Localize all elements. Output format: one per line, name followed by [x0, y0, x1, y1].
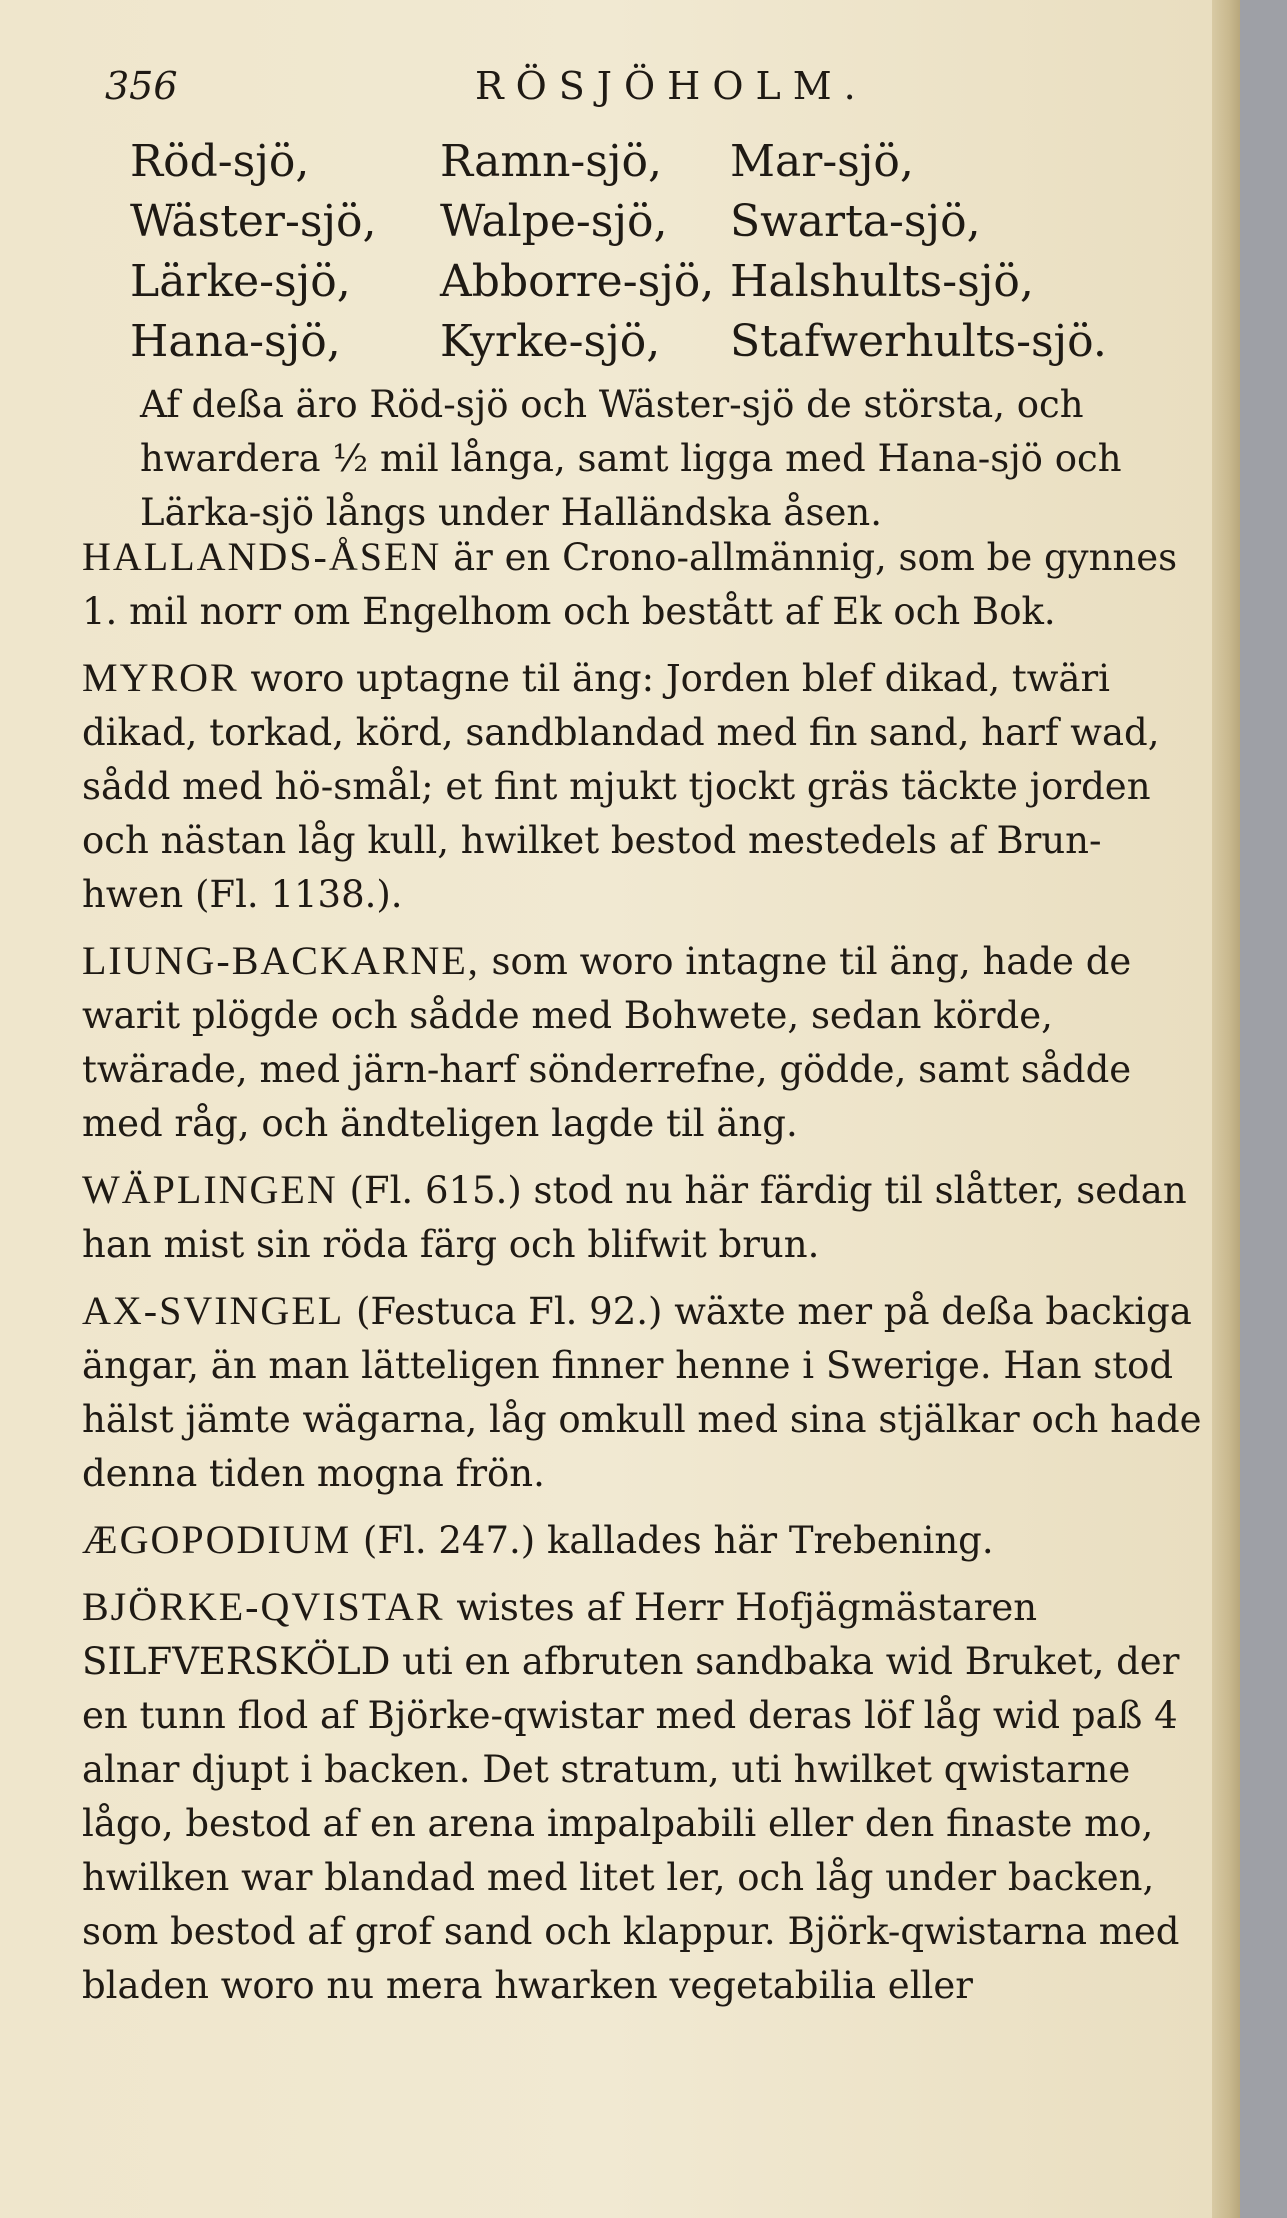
entry-head: MYROR [82, 655, 239, 700]
entry-waplingen [82, 1163, 1202, 1272]
lake-name: Walpe-sjö, [440, 196, 668, 247]
lake-name: Mar-sjö, [730, 136, 914, 187]
intro-paragraph: Af deßa äro Röd-sjö och Wäster-sjö de största, och hwardera ½ mil långa, samt ligga med Hana-sjö och Lärka-sjö långs under Halländska åsen. [140, 383, 1122, 534]
entry-head: LIUNG-BACKARNE, [82, 938, 480, 983]
lake-name: Lärke-sjö, [130, 256, 351, 307]
lake-row [130, 252, 1190, 312]
entry-text: (Fl. 615.) stod nu här färdig til slåtter, sedan han mist sin röda färg och blifwit brun. [82, 1169, 1187, 1266]
lake-name: Stafwerhults-sjö. [730, 316, 1107, 367]
lake-row [130, 312, 1190, 372]
entry-head: ÆGOPODIUM [82, 1517, 352, 1562]
lake-row [130, 132, 1190, 192]
page-number: 356 [105, 64, 178, 108]
entry-text: (Fl. 247.) kallades här Trebening. [351, 1519, 994, 1562]
entry-bjorke-qvistar [82, 1580, 1202, 2013]
lake-name: Kyrke-sjö, [440, 316, 661, 367]
entry-myror [82, 651, 1202, 922]
lake-name: Wäster-sjö, [130, 196, 377, 247]
lake-row [130, 192, 1190, 252]
entry-text: som woro intagne til äng, hade de warit plögde och sådde med Bohwete, sedan körde, twärade, med järn-harf sönderrefne, gödde, samt sådde med råg, och ändteligen lagde til äng. [82, 940, 1132, 1145]
lake-name: Hana-sjö, [130, 316, 341, 367]
entry-ax-svingel [82, 1284, 1202, 1501]
page-header [105, 64, 1185, 114]
entry-aegopodium [82, 1513, 1202, 1568]
entries [82, 530, 1202, 2025]
entry-head: AX-SVINGEL [82, 1288, 345, 1333]
lake-name: Ramn-sjö, [440, 136, 662, 187]
entry-head: WÄPLINGEN [82, 1167, 338, 1212]
entry-text: (Festuca Fl. 92.) wäxte mer på deßa backiga ängar, än man lätteligen finner henne i Swerige. Han stod hälst jämte wägarna, låg omkull med sina stjälkar och hade denna tiden mogna frön. [82, 1290, 1202, 1495]
entry-head: BJÖRKE-QVISTAR [82, 1584, 445, 1629]
entry-liung-backarne [82, 934, 1202, 1151]
entry-text: woro uptagne til äng: Jorden blef dikad, twäri dikad, torkad, körd, sandblandad med fin sand, harf wad, sådd med hö-smål; et fint mjukt tjockt gräs täckte jorden och nästan låg kull, hwilket bestod mestedels af Brun-hwen (Fl. 1138.). [82, 657, 1160, 916]
entry-text: är en Crono-allmännig, som be gynnes 1. mil norr om Engelhom och bestått af Ek och Bok. [82, 536, 1178, 633]
lake-name: Halshults-sjö, [730, 256, 1034, 307]
entry-text: wistes af Herr Hofjägmästaren SILFVERSKÖLD uti en afbruten sandbaka wid Bruket, der en tunn flod af Björke-qwistar med deras löf låg wid paß 4 alnar djupt i backen. Det stratum, uti hwilket qwistarne lågo, bestod af en arena impalpabili eller den finaste mo, hwilken war blandad med litet ler, och låg under backen, som bestod af grof sand och klappur. Björk-qwistarna med bladen woro nu mera hwarken vegetabilia eller [82, 1586, 1180, 2007]
entry-head: HALLANDS-ÅSEN [82, 534, 442, 579]
lake-name: Röd-sjö, [130, 136, 310, 187]
scan-background [1240, 0, 1287, 2218]
lake-name: Abborre-sjö, [440, 256, 715, 307]
lake-list [130, 132, 1190, 372]
entry-hallands-asen [82, 530, 1202, 639]
page-gutter [1212, 0, 1240, 2218]
lake-name: Swarta-sjö, [730, 196, 981, 247]
running-title: RÖSJÖHOLM. [475, 64, 868, 108]
